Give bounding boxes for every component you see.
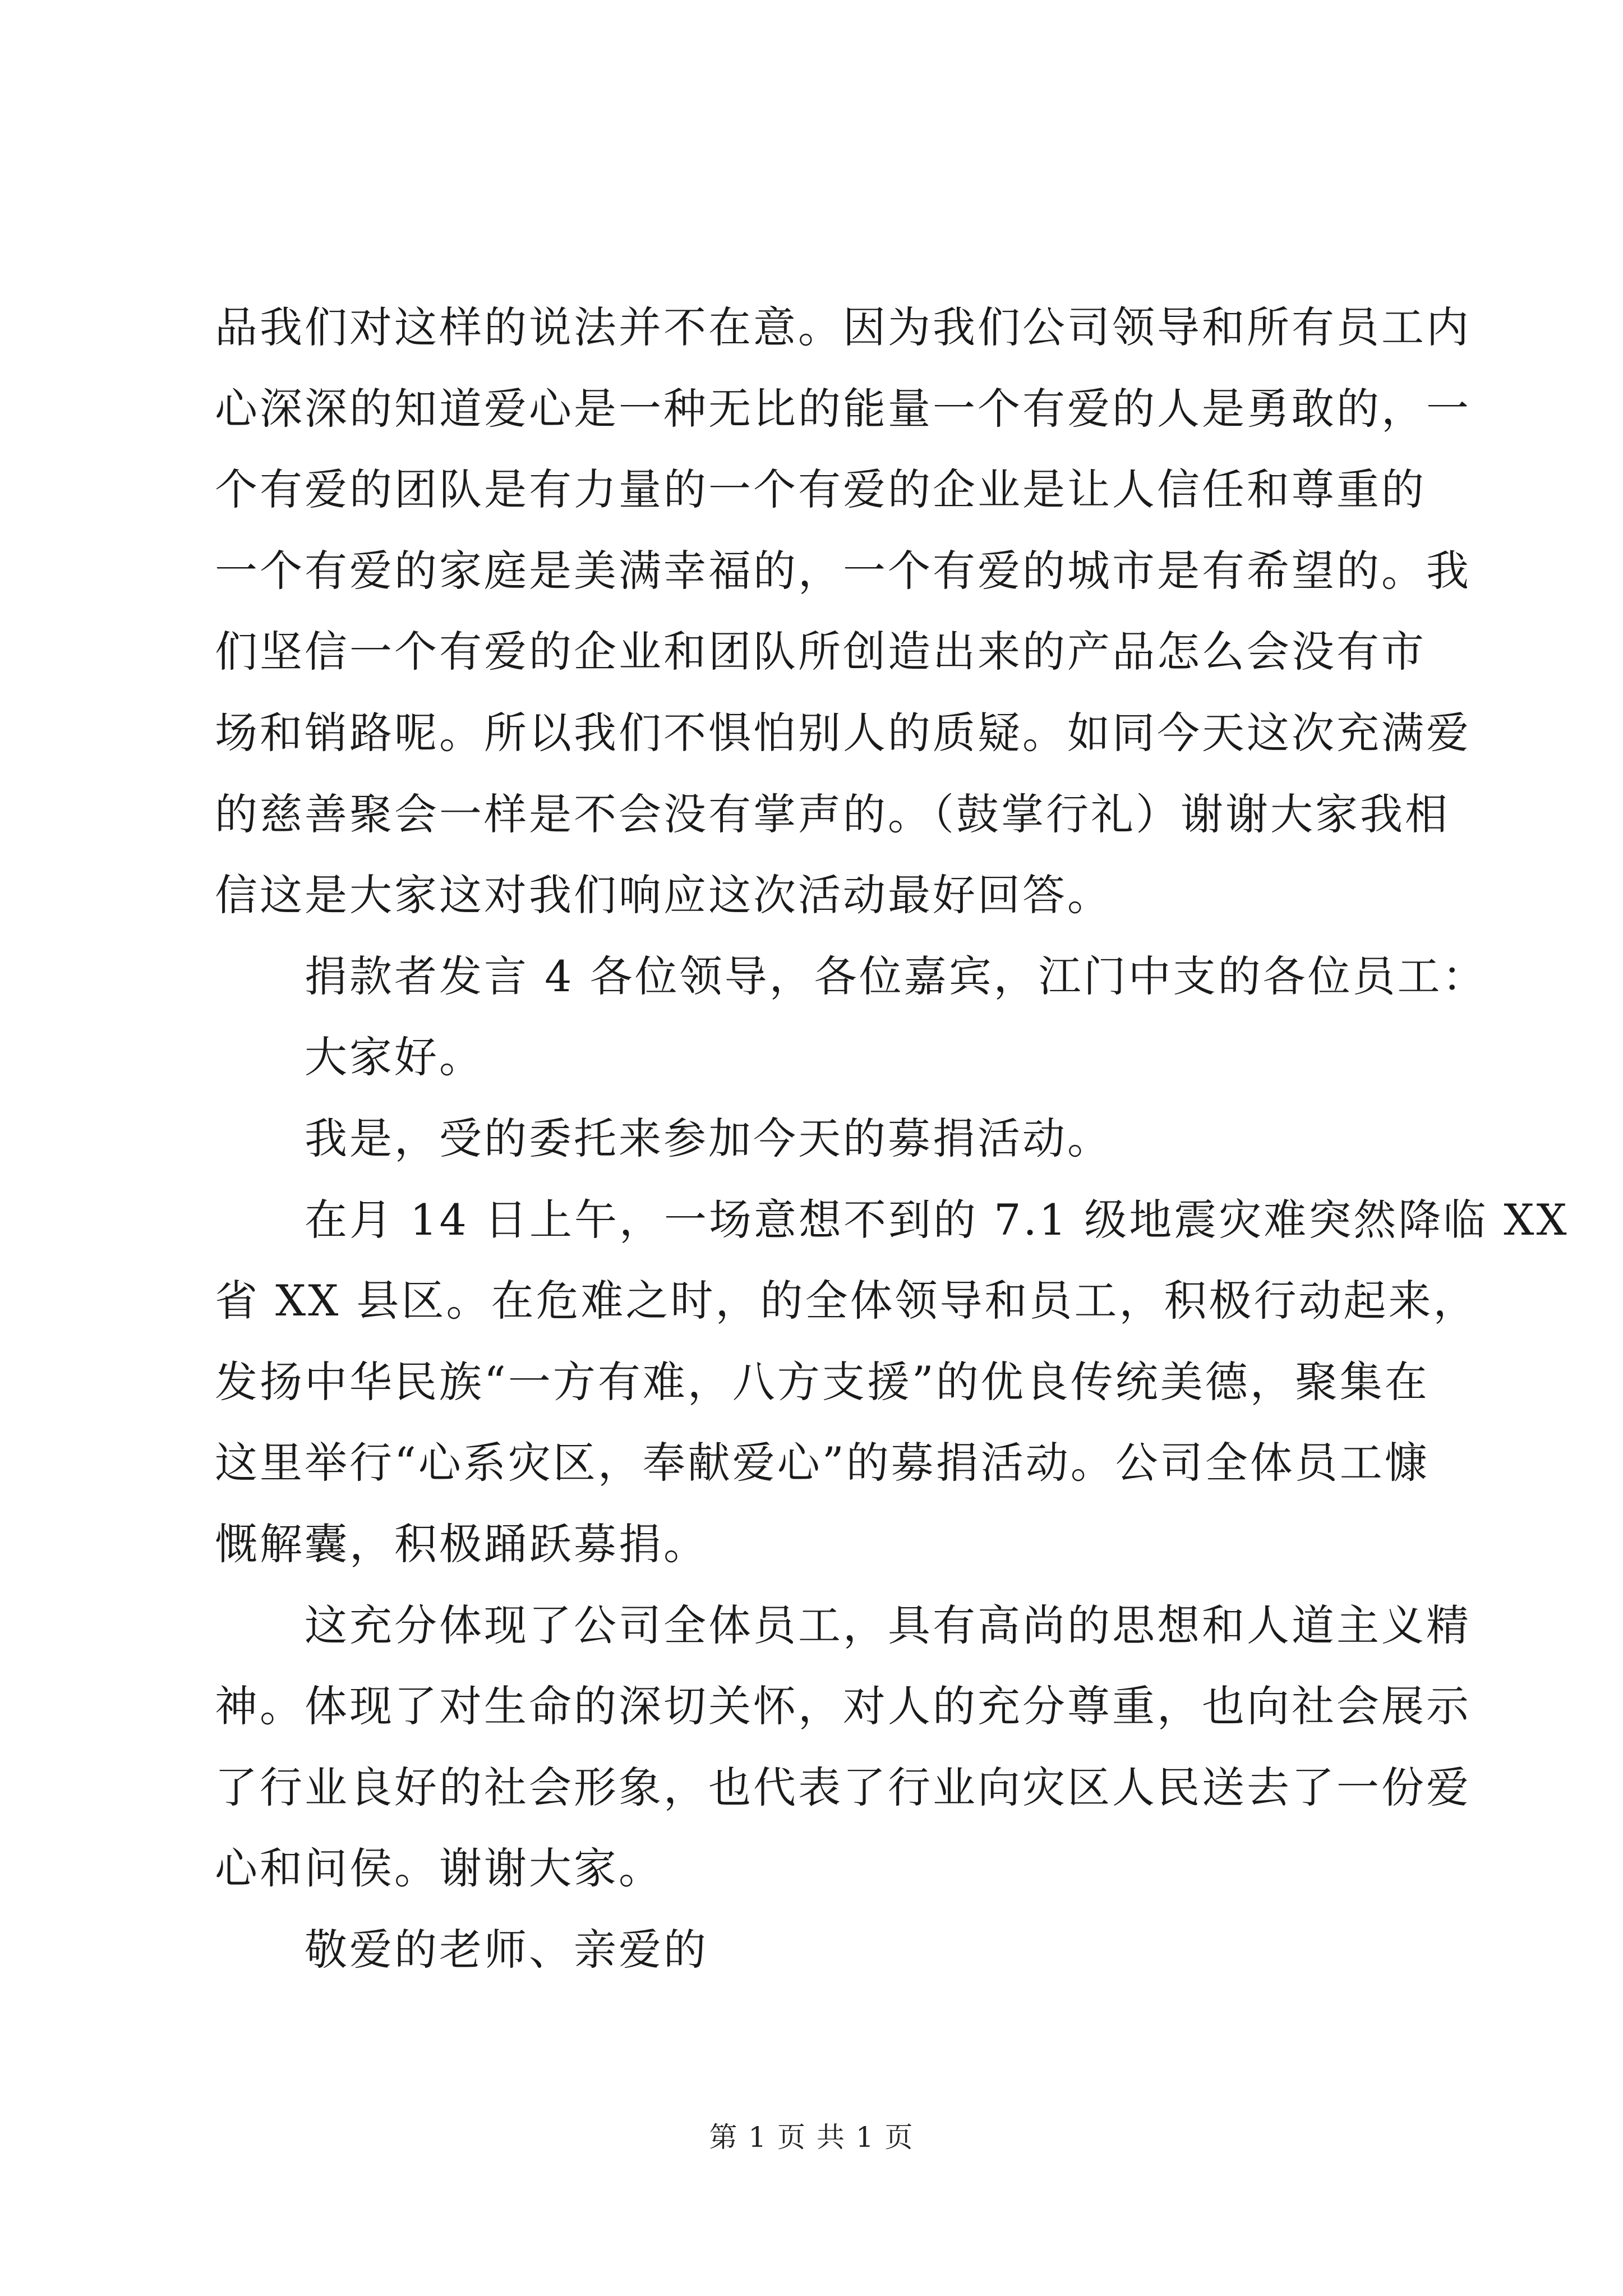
text-line: 们坚信一个有爱的企业和团队所创造出来的产品怎么会没有市 bbox=[215, 627, 1426, 677]
paragraph-start-line: 敬爱的老师、亲爱的 bbox=[305, 1924, 708, 1975]
text-line: 省 XX 县区。在危难之时，的全体领导和员工，积极行动起来， bbox=[215, 1276, 1478, 1326]
text-line: 了行业良好的社会形象，也代表了行业向灾区人民送去了一份爱 bbox=[215, 1762, 1471, 1812]
document-body bbox=[215, 287, 1569, 1990]
text-line: 品我们对这样的说法并不在意。因为我们公司领导和所有员工内 bbox=[215, 302, 1471, 352]
text-line: 这里举行“心系灾区，奉献爱心”的募捐活动。公司全体员工慷 bbox=[215, 1438, 1430, 1488]
text-line: 的慈善聚会一样是不会没有掌声的。（鼓掌行礼）谢谢大家我相 bbox=[215, 789, 1450, 839]
text-line: 心和问侯。谢谢大家。 bbox=[215, 1843, 663, 1894]
text-line: 慨解囊，积极踊跃募捐。 bbox=[215, 1519, 708, 1569]
text-line: 个有爱的团队是有力量的一个有爱的企业是让人信任和尊重的 bbox=[215, 464, 1426, 515]
paragraph-start-line: 这充分体现了公司全体员工，具有高尚的思想和人道主义精 bbox=[305, 1600, 1471, 1650]
text-line: 一个有爱的家庭是美满幸福的，一个有爱的城市是有希望的。我 bbox=[215, 545, 1471, 596]
paragraph-start-line: 在月 14 日上午，一场意想不到的 7.1 级地震灾难突然降临 XX bbox=[305, 1194, 1569, 1245]
text-line: 发扬中华民族“一方有难，八方支援”的优良传统美德，聚集在 bbox=[215, 1356, 1430, 1407]
text-line: 信这是大家这对我们响应这次活动最好回答。 bbox=[215, 870, 1112, 921]
paragraph-start-line: 大家好。 bbox=[305, 1032, 484, 1083]
text-line: 心深深的知道爱心是一种无比的能量一个有爱的人是勇敢的，一 bbox=[215, 383, 1471, 434]
paragraph-start-line: 我是，受的委托来参加今天的募捐活动。 bbox=[305, 1113, 1112, 1163]
paragraph-start-line: 捐款者发言 4 各位领导，各位嘉宾，江门中支的各位员工： bbox=[305, 951, 1487, 1001]
text-line: 场和销路呢。所以我们不惧怕别人的质疑。如同今天这次充满爱 bbox=[215, 707, 1471, 758]
text-line: 神。体现了对生命的深切关怀，对人的充分尊重，也向社会展示 bbox=[215, 1681, 1471, 1732]
page-footer: 第 1 页 共 1 页 bbox=[709, 2121, 914, 2154]
